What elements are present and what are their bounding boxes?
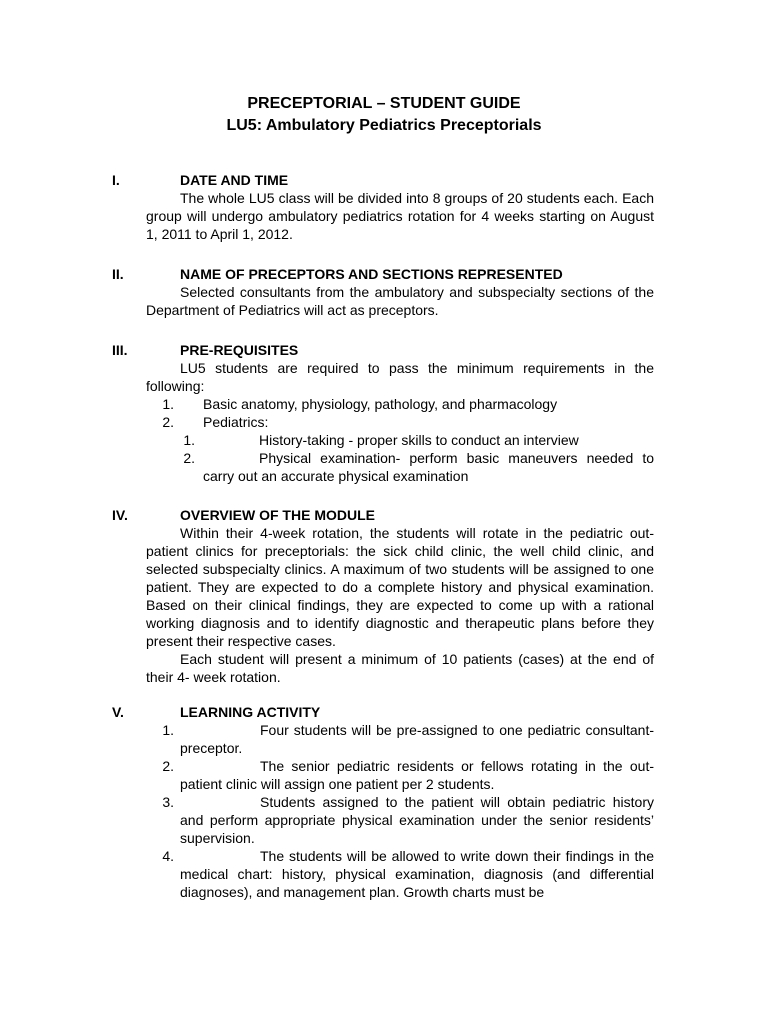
section-body: The whole LU5 class will be divided into 8 groups of 20 students each. Each group will undergo ambulatory pediatrics rotation for 4 weeks starting on August 1, 2011 to April 1, 2012. [146,190,654,242]
list-item-number: 2. [162,414,174,430]
list-item-number: 2. [183,450,195,466]
section-body: Selected consultants from the ambulatory and subspecialty sections of the Department of Pediatrics will act as preceptors. [146,284,654,318]
section-number: III. [112,342,128,358]
list-item-text: Pediatrics: [203,414,269,430]
document-title: PRECEPTORIAL – STUDENT GUIDE [247,95,521,112]
section-heading: DATE AND TIME [180,172,289,188]
section-heading: NAME OF PRECEPTORS AND SECTIONS REPRESENTED [180,266,563,282]
list-item-number: 3. [162,794,174,810]
list-item-text: The senior pediatric residents or fellows rotating in the out-patient clinic will assign one patient per 2 students. [180,758,654,792]
section-intro: LU5 students are required to pass the minimum requirements in the following: [146,360,654,394]
section-heading: PRE-REQUISITES [180,342,299,358]
list-item-number: 1. [162,396,174,412]
list-item-number: 2. [162,758,174,774]
list-item-number: 1. [183,432,195,448]
list-item-text: Physical examination- perform basic maneuvers needed to carry out an accurate physical examination [203,450,654,484]
section-number: IV. [112,507,128,523]
section-number: I. [112,172,120,188]
section-paragraph: Each student will present a minimum of 10 patients (cases) at the end of their 4- week rotation. [146,651,654,685]
list-item-text: History-taking - proper skills to conduct an interview [259,432,579,448]
section-heading: OVERVIEW OF THE MODULE [180,507,375,523]
section-number: II. [112,266,124,282]
list-item-text: Basic anatomy, physiology, pathology, and pharmacology [203,396,558,412]
list-item-number: 1. [162,722,174,738]
list-item-number: 4. [162,848,174,864]
list-item-text: Students assigned to the patient will obtain pediatric history and perform appropriate physical examination under the senior residents’ supervision. [180,794,654,846]
section-number: V. [112,704,124,720]
list-item-text: The students will be allowed to write down their findings in the medical chart: history, physical examination, diagnosis (and differential diagnoses), and management plan. Growth charts must be [180,848,654,900]
document-subtitle: LU5: Ambulatory Pediatrics Preceptorials [226,117,542,134]
section-paragraph: Within their 4-week rotation, the students will rotate in the pediatric out-patient clinics for preceptorials: the sick child clinic, the well child clinic, and selected subspecialty clinics. A maximum of two students will be assigned to one patient. They are expected to do a complete history and physical examination. Based on their clinical findings, they are expected to come up with a rational working diagnosis and to identify diagnostic and therapeutic plans before they present their respective cases. [146,525,654,649]
section-heading: LEARNING ACTIVITY [180,704,321,720]
list-item-text: Four students will be pre-assigned to one pediatric consultant-preceptor. [180,722,654,756]
